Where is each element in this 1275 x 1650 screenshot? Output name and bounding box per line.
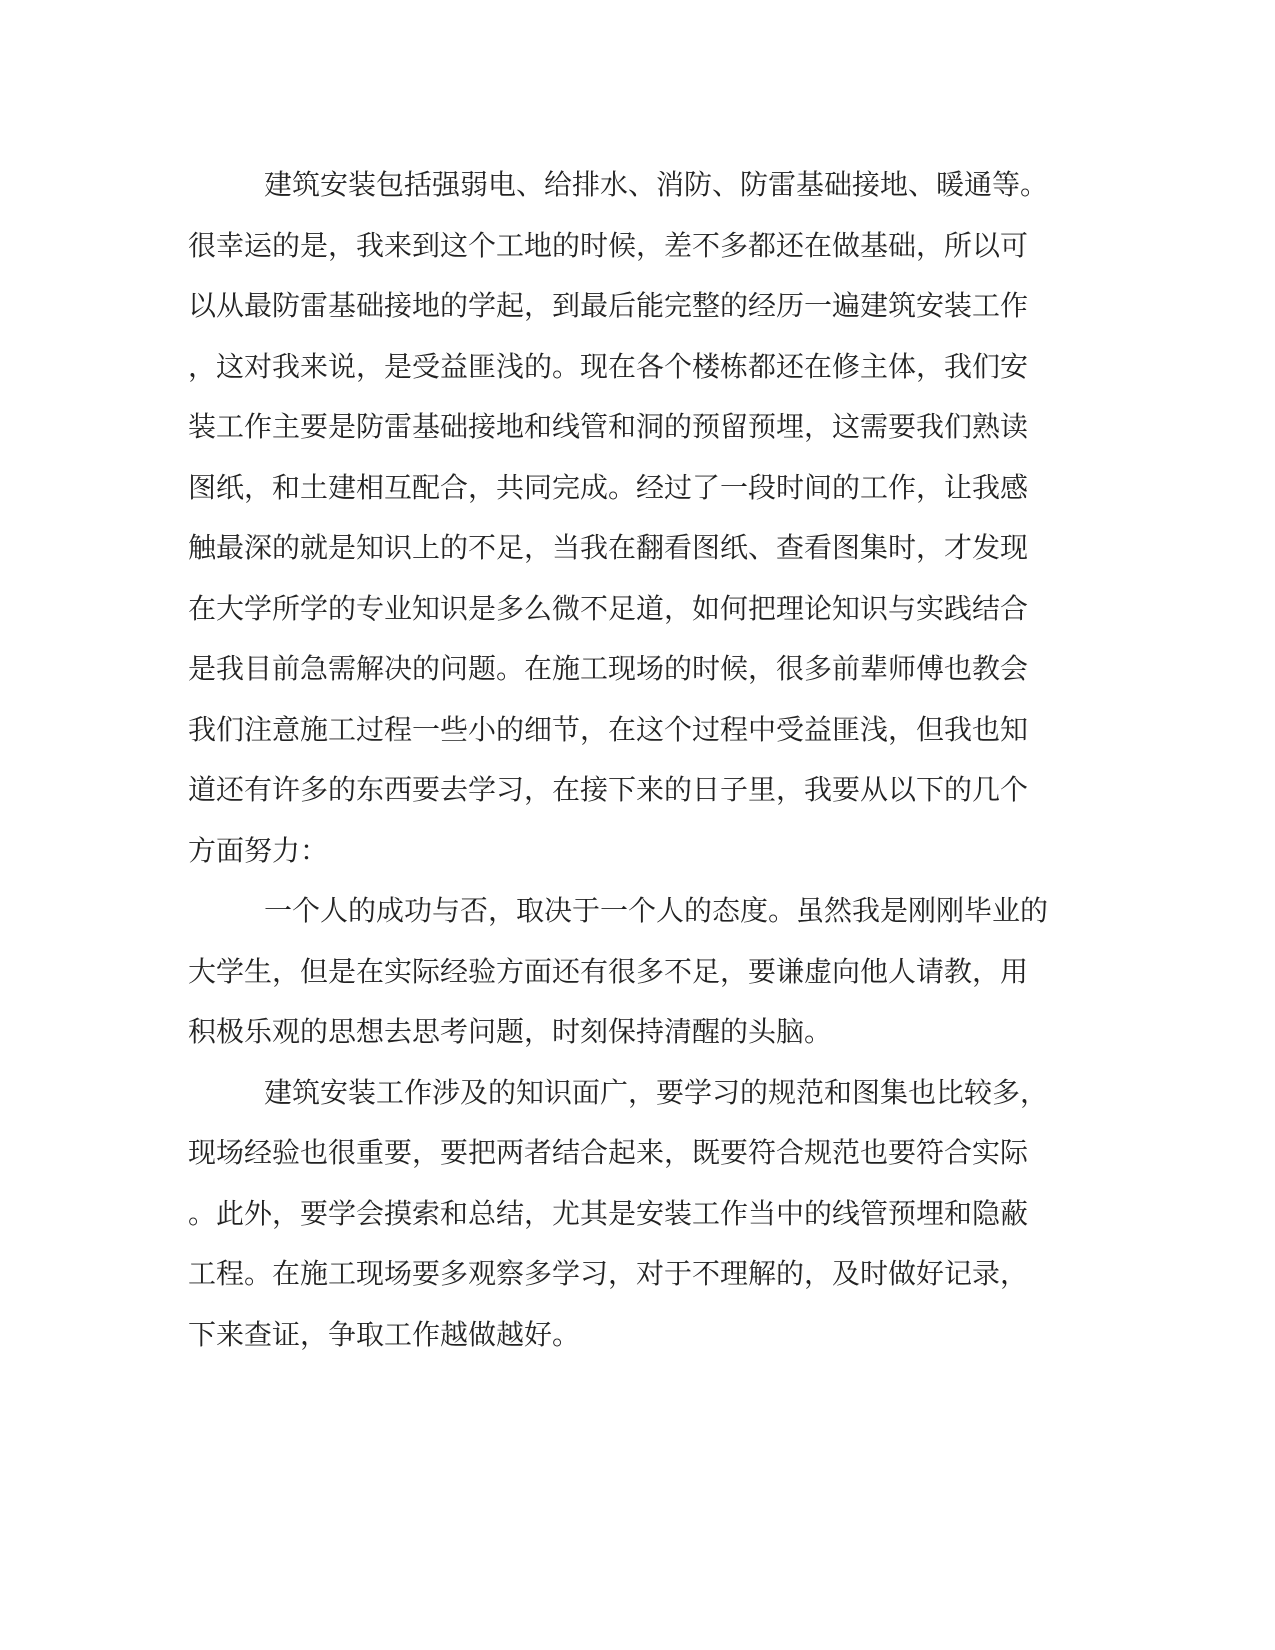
text-line: 下来查证，争取工作越做越好。 <box>188 1317 581 1351</box>
text-line: 大学生，但是在实际经验方面还有很多不足，要谦虚向他人请教，用 <box>188 954 1029 988</box>
text-line: 积极乐观的思想去思考问题，时刻保持清醒的头脑。 <box>188 1015 833 1048</box>
text-line: 我们注意施工过程一些小的细节，在这个过程中受益匪浅，但我也知 <box>188 712 1029 746</box>
text-line: 很幸运的是，我来到这个工地的时候，差不多都还在做基础，所以可 <box>188 228 1029 262</box>
text-line: 现场经验也很重要，要把两者结合起来，既要符合规范也要符合实际 <box>188 1136 1029 1169</box>
text-line: 触最深的就是知识上的不足，当我在翻看图纸、查看图集时，才发现 <box>188 531 1029 564</box>
text-line: 道还有许多的东西要去学习，在接下来的日子里，我要从以下的几个 <box>188 773 1029 806</box>
text-line: 。此外，要学会摸索和总结，尤其是安装工作当中的线管预埋和隐蔽 <box>188 1196 1029 1230</box>
text-line: 是我目前急需解决的问题。在施工现场的时候，很多前辈师傅也教会 <box>188 652 1029 685</box>
text-line: 图纸，和土建相互配合，共同完成。经过了一段时间的工作，让我感 <box>188 470 1029 504</box>
text-line: 建筑安装包括强弱电、给排水、消防、防雷基础接地、暖通等。 <box>264 168 1049 201</box>
text-line: 装工作主要是防雷基础接地和线管和洞的预留预埋，这需要我们熟读 <box>188 410 1029 443</box>
text-line: 方面努力： <box>188 833 329 867</box>
text-line: 以从最防雷基础接地的学起，到最后能完整的经历一遍建筑安装工作 <box>188 289 1029 322</box>
text-line: 建筑安装工作涉及的知识面广，要学习的规范和图集也比较多， <box>264 1075 1049 1109</box>
text-line: 一个人的成功与否，取决于一个人的态度。虽然我是刚刚毕业的 <box>264 894 1049 927</box>
text-line: 在大学所学的专业知识是多么微不足道，如何把理论知识与实践结合 <box>188 591 1029 625</box>
text-line: ，这对我来说，是受益匪浅的。现在各个楼栋都还在修主体，我们安 <box>188 349 1029 383</box>
body-text <box>188 155 1068 1365</box>
text-line: 工程。在施工现场要多观察多学习，对于不理解的，及时做好记录， <box>188 1257 1029 1290</box>
